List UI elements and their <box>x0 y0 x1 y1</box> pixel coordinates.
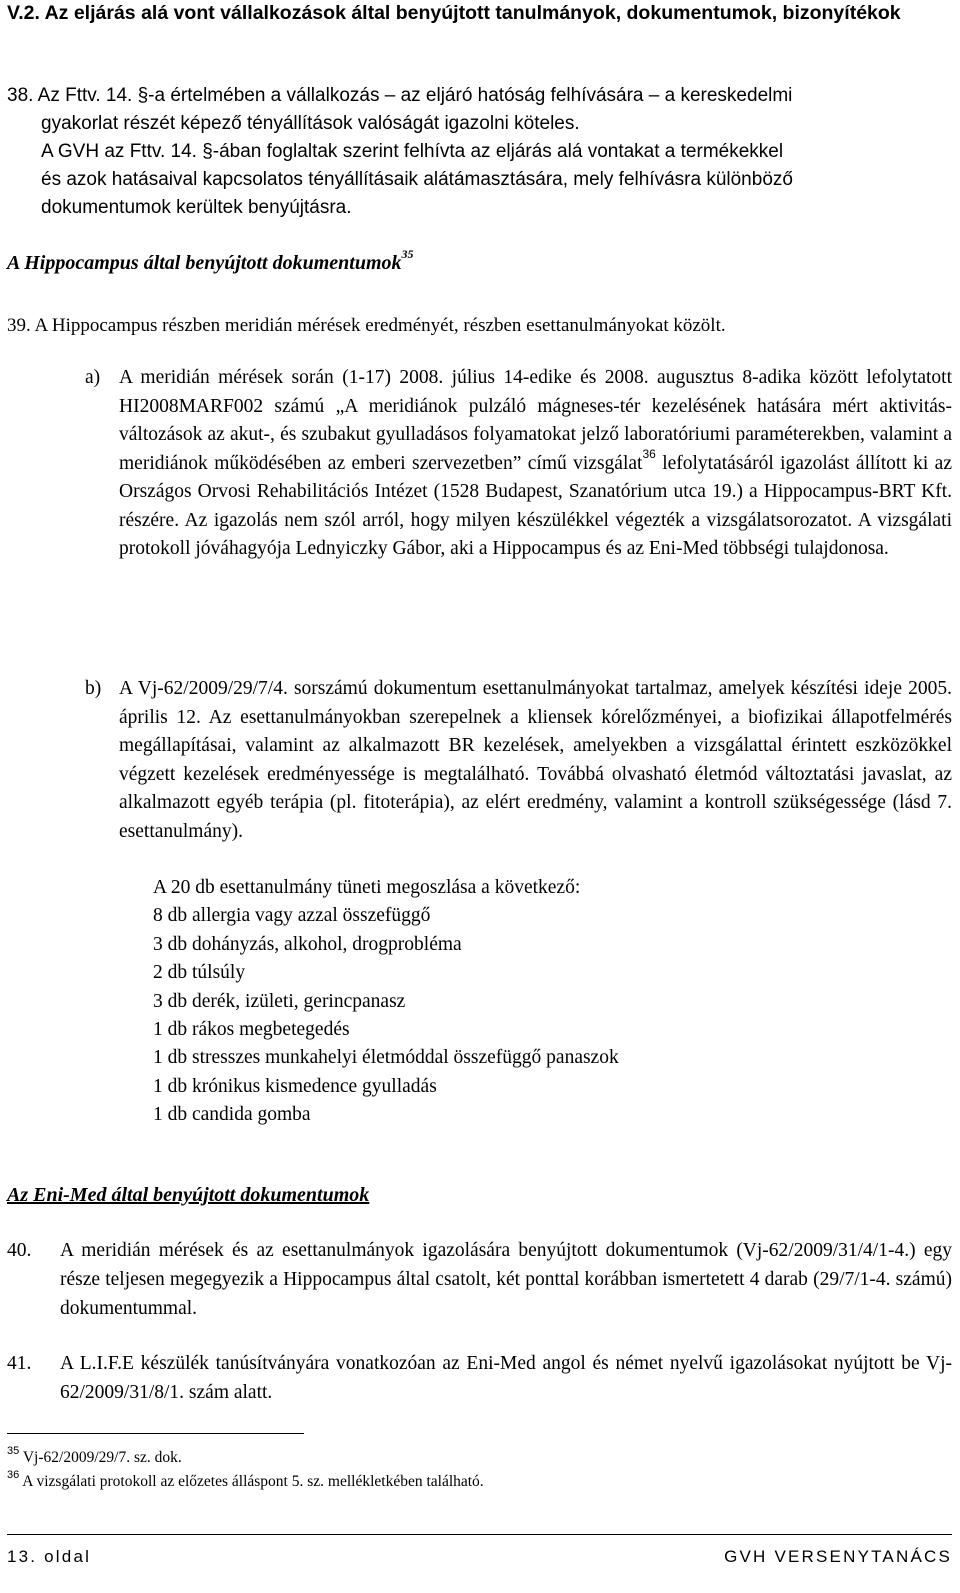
case-stats-item: 1 db candida gomba <box>153 1104 311 1126</box>
paragraph-39: 39. A Hippocampus részben meridián mérések eredményét, részben esettanulmányokat közölt. <box>7 315 726 336</box>
paragraph-40 <box>7 1236 952 1323</box>
footnote-35-marker: 35 <box>7 1444 20 1457</box>
footnote-ref-36: 36 <box>642 447 656 461</box>
paragraph-41 <box>7 1349 952 1407</box>
list-marker-a: a) <box>85 367 101 388</box>
paragraph-38 <box>7 82 952 222</box>
paragraph-38-line-2: gyakorlat részét képező tényállítások valóságát igazolni köteles. <box>41 113 580 134</box>
footnote-separator <box>7 1433 304 1434</box>
item-b-text: A Vj-62/2009/29/7/4. sorszámú dokumentum esettanulmányokat tartalmaz, amelyek készítési ideje 2005. április 12. Az esettanulmányokban szerepelnek a kliensek kórelőzményei, a biofizikai állapotfelmérés megállapításai, valamint az alkalmazott BR kezelések, amelyekben a vizsgálattal érintett eszközökkel végzett kezelések eredményessége is megtalálható. Továbbá olvasható életmód változtatási javaslat, az alkalmazott egyéb terápia (pl. fitoterápia), az elért eredmény, valamint a kontroll szükségessége (lásd 7. esettanulmány). <box>119 678 952 842</box>
paragraph-38-line-4: és azok hatásaival kapcsolatos tényállításaik alátámasztására, mely felhívásra különböző <box>41 169 793 190</box>
footnote-36-marker: 36 <box>7 1468 20 1481</box>
subheading-enimed: Az Eni-Med által benyújtott dokumentumok <box>7 1184 370 1206</box>
footnote-36 <box>7 1468 484 1492</box>
case-stats-item: 1 db krónikus kismedence gyulladás <box>153 1075 437 1097</box>
case-stats-intro: A 20 db esettanulmány tüneti megoszlása a következő: <box>153 877 581 898</box>
footer-separator <box>7 1534 952 1535</box>
footer-organization: GVH VERSENYTANÁCS <box>724 1547 952 1566</box>
case-stats-item: 3 db derék, izületi, gerincpanasz <box>153 990 406 1012</box>
paragraph-38-line-1: 38. Az Fttv. 14. §-a értelmében a vállalkozás – az eljáró hatóság felhívására – a kereskedelmi <box>7 85 793 106</box>
paragraph-40-text: A meridián mérések és az esettanulmányok igazolására benyújtott dokumentumok (Vj-62/2009/31/4/1-4.) egy része teljesen megegyezik a Hippocampus által csatolt, két ponttal korábban ismertetett 4 darab (29/7/1-4. számú) dokumentummal. <box>60 1240 952 1319</box>
footnote-35-text: Vj-62/2009/29/7. sz. dok. <box>22 1449 182 1466</box>
item-a-text: A meridián mérések során (1-17) 2008. július 14-edike és 2008. augusztus 8-adika között lefolytatott HI2008MARF002 számú „A meridiánok pulzáló mágneses-tér kezelésének hatására mért aktivitás-változások az akut-, és szubakut gyulladásos folyamatokat jelző laboratóriumi paraméterekben, valamint a meridiánok működésében az emberi szervezetben” című vizsgálat <box>119 367 952 474</box>
footnote-35 <box>7 1444 182 1468</box>
list-item-b <box>85 675 952 846</box>
case-stats-item: 8 db allergia vagy azzal összefüggő <box>153 905 431 927</box>
case-stats-item: 1 db stresszes munkahelyi életmóddal összefüggő panaszok <box>153 1047 619 1069</box>
case-stats-item: 3 db dohányzás, alkohol, drogprobléma <box>153 933 462 955</box>
case-stats-item: 2 db túlsúly <box>153 962 246 984</box>
paragraph-41-number: 41. <box>7 1353 32 1374</box>
paragraph-40-number: 40. <box>7 1240 32 1261</box>
footnote-36-text: A vizsgálati protokoll az előzetes álláspont 5. sz. mellékletkében található. <box>22 1473 484 1490</box>
footnote-ref-35: 35 <box>401 247 414 262</box>
footer-page-number: 13. oldal <box>7 1547 92 1566</box>
case-stats <box>153 874 619 1130</box>
subheading-hippocampus-text: A Hippocampus által benyújtott dokumentumok <box>7 252 402 274</box>
paragraph-38-line-3: A GVH az Fttv. 14. §-ában foglaltak szerint felhívta az eljárás alá vontakat a termékekkel <box>41 141 784 162</box>
list-marker-b: b) <box>85 678 102 699</box>
subheading-hippocampus <box>7 249 414 277</box>
item-a-text-cont: lefolytatásáról igazolást állított ki az Országos Orvosi Rehabilitációs Intézet (1528 Budapest, Szanatórium utca 19.) a Hippocampus-BRT Kft. részére. Az igazolás nem szól arról, hogy milyen készülékkel végezték a vizsgálatsorozatot. A vizsgálati protokoll jóváhagyója Lednyiczky Gábor, aki a Hippocampus és az Eni-Med többségi tulajdonosa. <box>119 452 952 559</box>
section-heading: V.2. Az eljárás alá vont vállalkozások által benyújtott tanulmányok, dokumentumok, bizonyítékok <box>7 2 901 24</box>
list-item-a <box>85 364 952 564</box>
paragraph-38-line-5: dokumentumok kerültek benyújtásra. <box>41 197 352 218</box>
paragraph-41-text: A L.I.F.E készülék tanúsítványára vonatkozóan az Eni-Med angol és német nyelvű igazolásokat nyújtott be Vj-62/2009/31/8/1. szám alatt. <box>60 1353 952 1403</box>
case-stats-item: 1 db rákos megbetegedés <box>153 1019 350 1041</box>
